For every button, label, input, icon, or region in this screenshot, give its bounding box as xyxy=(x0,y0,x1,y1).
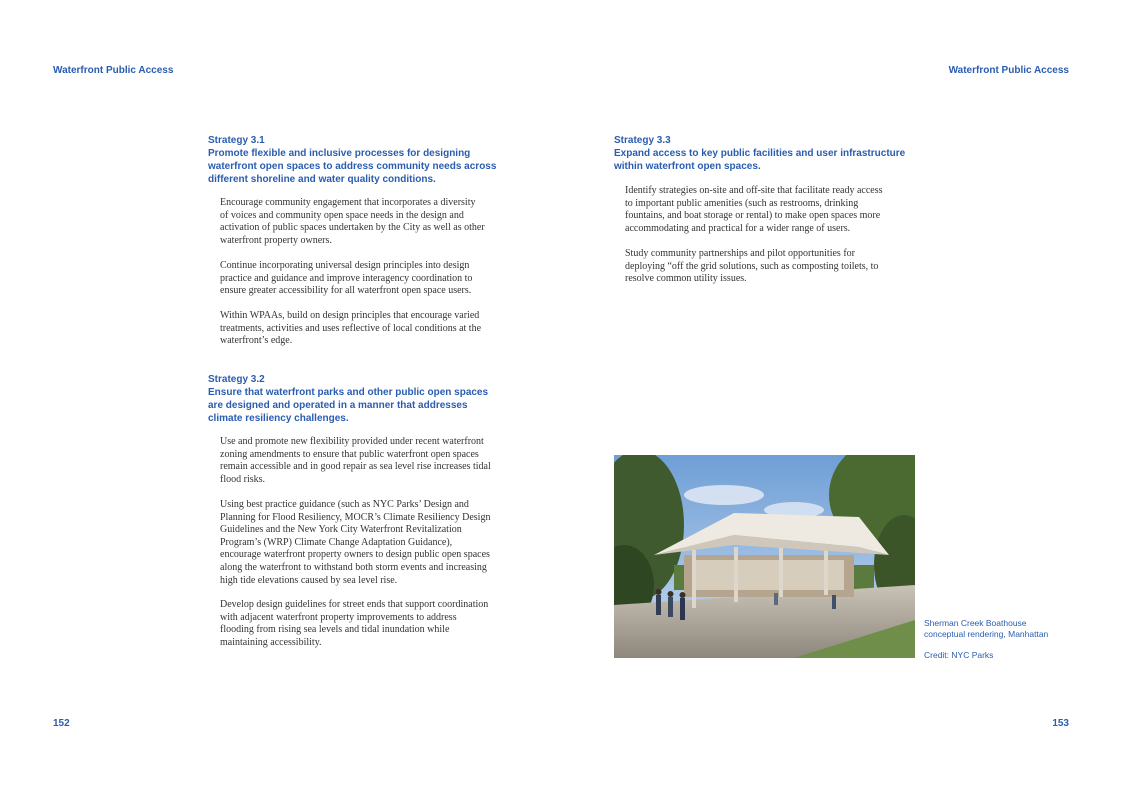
strategy-3-2-label: Strategy 3.2 xyxy=(208,374,265,385)
text-line: waterfront’s edge. xyxy=(220,335,293,347)
strategy-3-3-paragraph-2 xyxy=(625,248,878,286)
strategy-3-2-paragraph-3 xyxy=(220,599,488,649)
strategy-3-2-paragraph-2 xyxy=(220,499,490,587)
text-line: encourage waterfront property owners to design public open spaces xyxy=(220,549,490,561)
title-line: waterfront open spaces to address community needs across xyxy=(208,161,497,172)
title-line: Ensure that waterfront parks and other public open spaces xyxy=(208,387,489,398)
title-line: climate resiliency challenges. xyxy=(208,413,349,424)
strategy-3-1-paragraph-3 xyxy=(220,310,481,348)
text-line: resolve common utility issues. xyxy=(625,273,747,285)
text-line: remain accessible and in good repair as sea level rise increases tidal xyxy=(220,461,491,473)
text-line: deploying “off the grid solutions, such as composting toilets, to xyxy=(625,260,879,272)
text-line: treatments, activities and uses reflective of local conditions at the xyxy=(220,322,482,334)
title-line: Expand access to key public facilities and user infrastructure xyxy=(614,148,906,159)
text-line: flooding from rising sea levels and tidal inundation while xyxy=(220,624,450,636)
running-header-left: Waterfront Public Access xyxy=(53,65,174,76)
running-header-right: Waterfront Public Access xyxy=(948,65,1069,76)
page-number-left: 152 xyxy=(53,718,70,729)
text-line: Within WPAAs, build on design principles that encourage varied xyxy=(220,310,480,321)
text-line: Use and promote new flexibility provided under recent waterfront xyxy=(220,436,484,447)
text-line: Planning for Flood Resiliency, MOCR’s Climate Resiliency Design xyxy=(220,511,491,523)
text-line: zoning amendments to ensure that public waterfront open spaces xyxy=(220,448,479,460)
text-line: accommodating and practical for a wider range of users. xyxy=(625,222,851,234)
text-line: to important public amenities (such as restrooms, drinking xyxy=(625,197,859,209)
strategy-3-1-paragraph-1 xyxy=(220,197,485,247)
strategy-3-3-title xyxy=(614,147,905,173)
text-line: high tide elevations caused by sea level rise. xyxy=(220,574,398,586)
text-line: flood risks. xyxy=(220,473,265,485)
text-line: fountains, and boat storage or rental) to make open spaces more xyxy=(625,210,881,222)
text-line: Program’s (WRP) Climate Change Adaptation Guidance), xyxy=(220,536,453,548)
text-line: Using best practice guidance (such as NYC Parks’ Design and xyxy=(220,499,469,510)
boathouse-rendering-image xyxy=(614,455,915,658)
strategy-3-3-label: Strategy 3.3 xyxy=(614,135,671,146)
title-line: are designed and operated in a manner that addresses xyxy=(208,400,468,411)
strategy-3-1-label: Strategy 3.1 xyxy=(208,135,265,146)
text-line: with adjacent waterfront property improvements to address xyxy=(220,611,457,623)
text-line: maintaining accessibility. xyxy=(220,636,322,648)
text-line: Study community partnerships and pilot opportunities for xyxy=(625,248,855,259)
caption-line: Sherman Creek Boathouse xyxy=(924,618,1027,628)
title-line: Promote flexible and inclusive processes for designing xyxy=(208,148,471,159)
text-line: Develop design guidelines for street ends that support coordination xyxy=(220,599,489,610)
image-caption xyxy=(924,618,1048,640)
text-line: practice and guidance and improve interagency coordination to xyxy=(220,272,473,284)
strategy-3-1-paragraph-2 xyxy=(220,260,472,298)
text-line: waterfront property owners. xyxy=(220,234,332,246)
strategy-3-2-title xyxy=(208,386,488,425)
page-number-right: 153 xyxy=(1052,718,1069,729)
text-line: of voices and community open space needs in the design and xyxy=(220,209,464,221)
text-line: ensure greater accessibility for all waterfront open space users. xyxy=(220,285,472,297)
strategy-3-2-paragraph-1 xyxy=(220,436,491,486)
text-line: Guidelines and the New York City Waterfront Revitalization xyxy=(220,524,462,536)
strategy-3-1-title xyxy=(208,147,496,186)
title-line: within waterfront open spaces. xyxy=(614,161,761,172)
strategy-3-3-paragraph-1 xyxy=(625,185,883,235)
text-line: Identify strategies on-site and off-site that facilitate ready access xyxy=(625,185,883,196)
image-credit: Credit: NYC Parks xyxy=(924,650,994,660)
title-line: different shoreline and water quality conditions. xyxy=(208,174,436,185)
text-line: along the waterfront to withstand both storm events and increasing xyxy=(220,561,487,573)
text-line: Continue incorporating universal design principles into design xyxy=(220,260,470,271)
text-line: Encourage community engagement that incorporates a diversity xyxy=(220,197,476,208)
caption-line: conceptual rendering, Manhattan xyxy=(924,629,1049,639)
text-line: activation of public spaces undertaken by the City as well as other xyxy=(220,222,485,234)
